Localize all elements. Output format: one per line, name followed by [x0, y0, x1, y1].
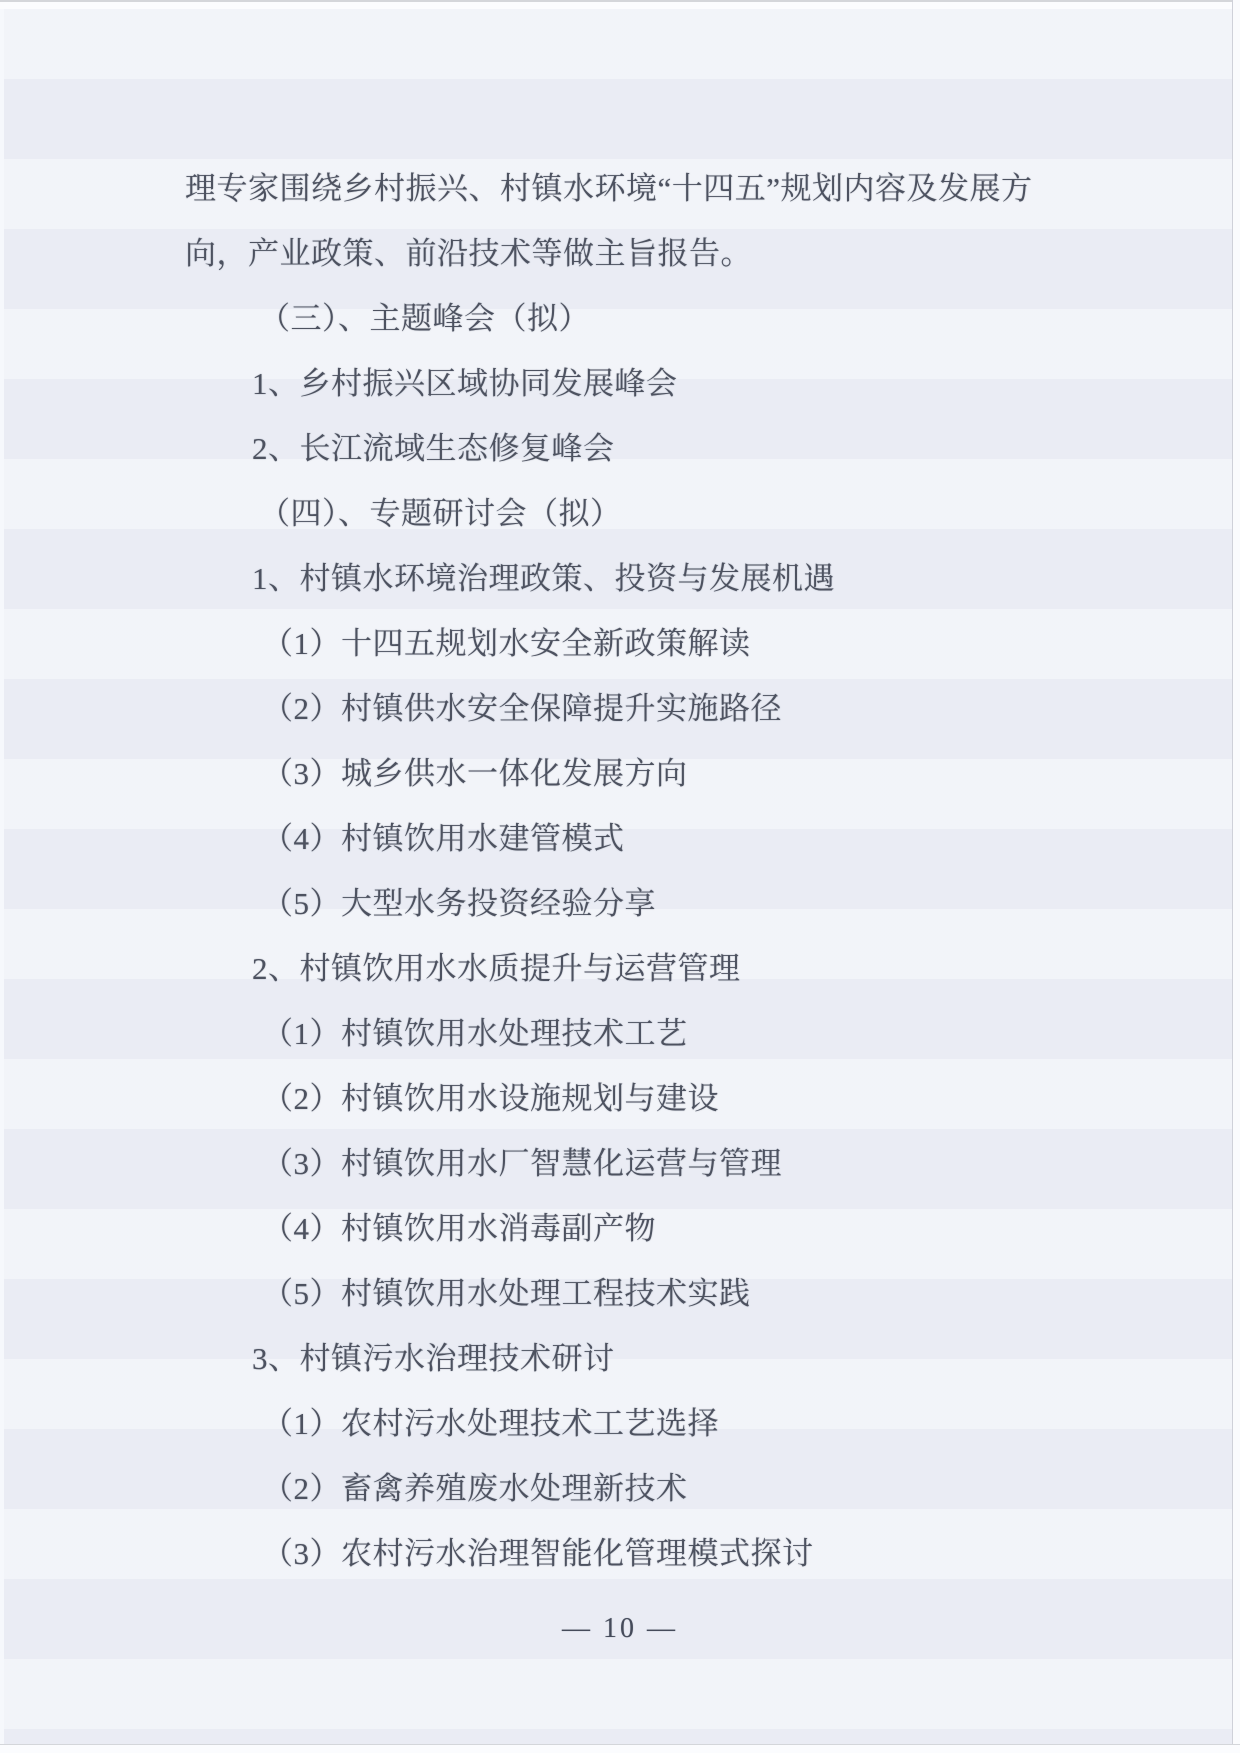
text-line: （5）村镇饮用水处理工程技术实践 — [262, 1276, 751, 1311]
text-line: 向，产业政策、前沿技术等做主旨报告。 — [185, 236, 752, 271]
text-line: 理专家围绕乡村振兴、村镇水环境“十四五”规划内容及发展方 — [185, 171, 1033, 206]
text-line: 1、乡村振兴区域协同发展峰会 — [252, 366, 678, 401]
document-body — [0, 153, 1240, 1583]
text-line: 1、村镇水环境治理政策、投资与发展机遇 — [252, 561, 835, 596]
text-line: （1）村镇饮用水处理技术工艺 — [262, 1016, 688, 1051]
text-line: （3）农村污水治理智能化管理模式探讨 — [262, 1536, 814, 1571]
text-line: （2）村镇饮用水设施规划与建设 — [262, 1081, 719, 1116]
text-line: （3）村镇饮用水厂智慧化运营与管理 — [262, 1146, 782, 1181]
scan-edge-top — [0, 0, 1240, 9]
text-line: （1）农村污水处理技术工艺选择 — [262, 1406, 719, 1441]
text-line: （1）十四五规划水安全新政策解读 — [262, 626, 751, 661]
text-line: 2、长江流域生态修复峰会 — [252, 431, 615, 466]
text-line: （3）城乡供水一体化发展方向 — [262, 756, 688, 791]
text-line: （三）、主题峰会（拟） — [259, 301, 590, 336]
text-line: （2）村镇供水安全保障提升实施路径 — [262, 691, 782, 726]
text-line: 2、村镇饮用水水质提升与运营管理 — [252, 951, 741, 986]
page-number: — 10 — — [562, 1613, 678, 1644]
text-line: （2）畜禽养殖废水处理新技术 — [262, 1471, 688, 1506]
text-line: 3、村镇污水治理技术研讨 — [252, 1341, 615, 1376]
text-line: （4）村镇饮用水消毒副产物 — [262, 1211, 656, 1246]
text-line: （5）大型水务投资经验分享 — [262, 886, 656, 921]
scan-edge-bottom — [0, 1744, 1240, 1753]
text-line: （四）、专题研讨会（拟） — [259, 496, 622, 531]
text-line: （4）村镇饮用水建管模式 — [262, 821, 625, 856]
